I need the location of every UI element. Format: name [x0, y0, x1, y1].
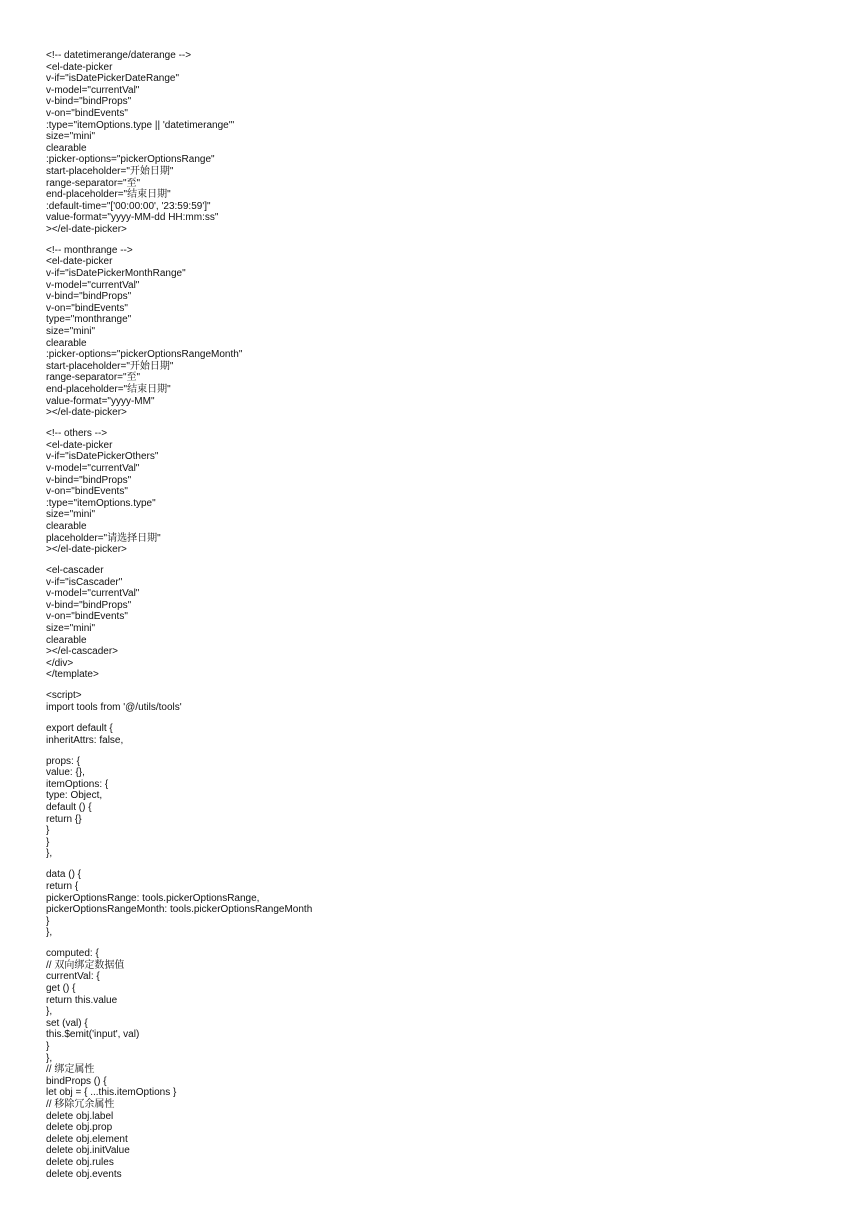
code-line: },: [46, 1052, 53, 1064]
code-line: v-bind="bindProps": [46, 599, 132, 611]
code-line: default () {: [46, 801, 92, 813]
code-line: ></el-date-picker>: [46, 223, 127, 235]
code-line: return {}: [46, 813, 82, 825]
code-line: type: Object,: [46, 790, 103, 802]
block-spacer: [46, 419, 846, 428]
code-line: currentVal: {: [46, 971, 100, 983]
code-block: [46, 756, 846, 860]
code-line: }: [46, 1041, 50, 1053]
code-line: delete obj.initValue: [46, 1145, 130, 1157]
code-line: size="mini": [46, 623, 96, 635]
code-line: value: {},: [46, 767, 85, 779]
code-block: [46, 245, 846, 419]
code-line: v-if="isCascader": [46, 576, 123, 588]
code-line: end-placeholder="结束日期": [46, 189, 171, 201]
code-line: <!-- others -->: [46, 428, 108, 440]
code-line: clearable: [46, 634, 87, 646]
code-line: range-separator="至": [46, 372, 141, 384]
code-block: [46, 565, 846, 681]
code-line: delete obj.label: [46, 1110, 114, 1122]
code-line: ></el-cascader>: [46, 646, 118, 658]
code-line: }: [46, 836, 50, 848]
code-line: // 双向绑定数据值: [46, 959, 125, 971]
block-spacer: [46, 714, 846, 723]
code-line: get () {: [46, 983, 76, 995]
code-line: <el-date-picker: [46, 61, 113, 73]
code-line: bindProps () {: [46, 1075, 107, 1087]
code-line: return this.value: [46, 994, 118, 1006]
code-line: itemOptions: {: [46, 778, 109, 790]
code-line: v-on="bindEvents": [46, 107, 128, 119]
code-line: import tools from '@/utils/tools': [46, 702, 182, 714]
code-line: clearable: [46, 337, 87, 349]
code-line: <script>: [46, 690, 82, 702]
block-spacer: [46, 746, 846, 755]
code-line: pickerOptionsRange: tools.pickerOptionsRange,: [46, 892, 260, 904]
code-block: [46, 948, 846, 1180]
code-line: :picker-options="pickerOptionsRange": [46, 154, 215, 166]
code-line: v-on="bindEvents": [46, 302, 128, 314]
code-block: [46, 690, 846, 713]
code-line: start-placeholder="开始日期": [46, 360, 174, 372]
code-line: delete obj.element: [46, 1133, 128, 1145]
code-line: v-model="currentVal": [46, 462, 140, 474]
code-line: v-model="currentVal": [46, 588, 140, 600]
code-line: size="mini": [46, 509, 96, 521]
code-line: clearable: [46, 142, 87, 154]
code-line: v-model="currentVal": [46, 279, 140, 291]
code-line: inheritAttrs: false,: [46, 734, 124, 746]
code-line: },: [46, 927, 53, 939]
code-line: size="mini": [46, 326, 96, 338]
code-line: v-if="isDatePickerDateRange": [46, 73, 179, 85]
code-line: size="mini": [46, 131, 96, 143]
code-line: ></el-date-picker>: [46, 407, 127, 419]
code-line: clearable: [46, 520, 87, 532]
code-line: ></el-date-picker>: [46, 544, 127, 556]
code-line: value-format="yyyy-MM": [46, 395, 155, 407]
code-line: set (val) {: [46, 1017, 88, 1029]
code-block: [46, 723, 846, 746]
block-spacer: [46, 236, 846, 245]
code-line: end-placeholder="结束日期": [46, 384, 171, 396]
code-line: :type="itemOptions.type || 'datetimerange'": [46, 119, 235, 131]
code-line: // 绑定属性: [46, 1064, 95, 1076]
code-line: }: [46, 825, 50, 837]
code-line: v-model="currentVal": [46, 84, 140, 96]
code-line: <el-cascader: [46, 565, 104, 577]
code-line: },: [46, 848, 53, 860]
code-line: value-format="yyyy-MM-dd HH:mm:ss": [46, 212, 219, 224]
code-line: computed: {: [46, 948, 99, 960]
block-spacer: [46, 556, 846, 565]
code-line: :picker-options="pickerOptionsRangeMonth": [46, 349, 243, 361]
code-line: delete obj.rules: [46, 1156, 114, 1168]
code-line: type="monthrange": [46, 314, 132, 326]
code-line: v-bind="bindProps": [46, 291, 132, 303]
code-document: [46, 50, 846, 1180]
code-block: [46, 50, 846, 236]
code-line: pickerOptionsRangeMonth: tools.pickerOptionsRangeMonth: [46, 904, 313, 916]
code-line: data () {: [46, 869, 82, 881]
code-line: range-separator="至": [46, 177, 141, 189]
code-line: props: {: [46, 755, 80, 767]
code-line: <el-date-picker: [46, 256, 113, 268]
code-line: delete obj.prop: [46, 1122, 113, 1134]
code-line: },: [46, 1006, 53, 1018]
code-line: v-bind="bindProps": [46, 96, 132, 108]
block-spacer: [46, 939, 846, 948]
code-line: this.$emit('input', val): [46, 1029, 140, 1041]
code-line: v-on="bindEvents": [46, 611, 128, 623]
code-line: v-if="isDatePickerMonthRange": [46, 268, 186, 280]
block-spacer: [46, 681, 846, 690]
code-line: export default {: [46, 723, 113, 735]
code-line: </div>: [46, 657, 74, 669]
code-line: }: [46, 915, 50, 927]
code-line: v-if="isDatePickerOthers": [46, 451, 159, 463]
code-block: [46, 428, 846, 556]
code-line: start-placeholder="开始日期": [46, 165, 174, 177]
code-line: // 移除冗余属性: [46, 1099, 115, 1110]
code-line: </template>: [46, 669, 99, 681]
code-line: :default-time="['00:00:00', '23:59:59']": [46, 200, 211, 212]
code-line: delete obj.events: [46, 1168, 122, 1180]
block-spacer: [46, 860, 846, 869]
code-line: <el-date-picker: [46, 439, 113, 451]
code-line: <!-- monthrange -->: [46, 244, 133, 256]
code-line: :type="itemOptions.type": [46, 497, 156, 509]
code-line: placeholder="请选择日期": [46, 532, 161, 544]
code-line: v-on="bindEvents": [46, 486, 128, 498]
code-line: <!-- datetimerange/daterange -->: [46, 50, 192, 61]
code-line: return {: [46, 880, 79, 892]
code-block: [46, 869, 846, 939]
code-line: v-bind="bindProps": [46, 474, 132, 486]
code-line: let obj = { ...this.itemOptions }: [46, 1087, 177, 1099]
